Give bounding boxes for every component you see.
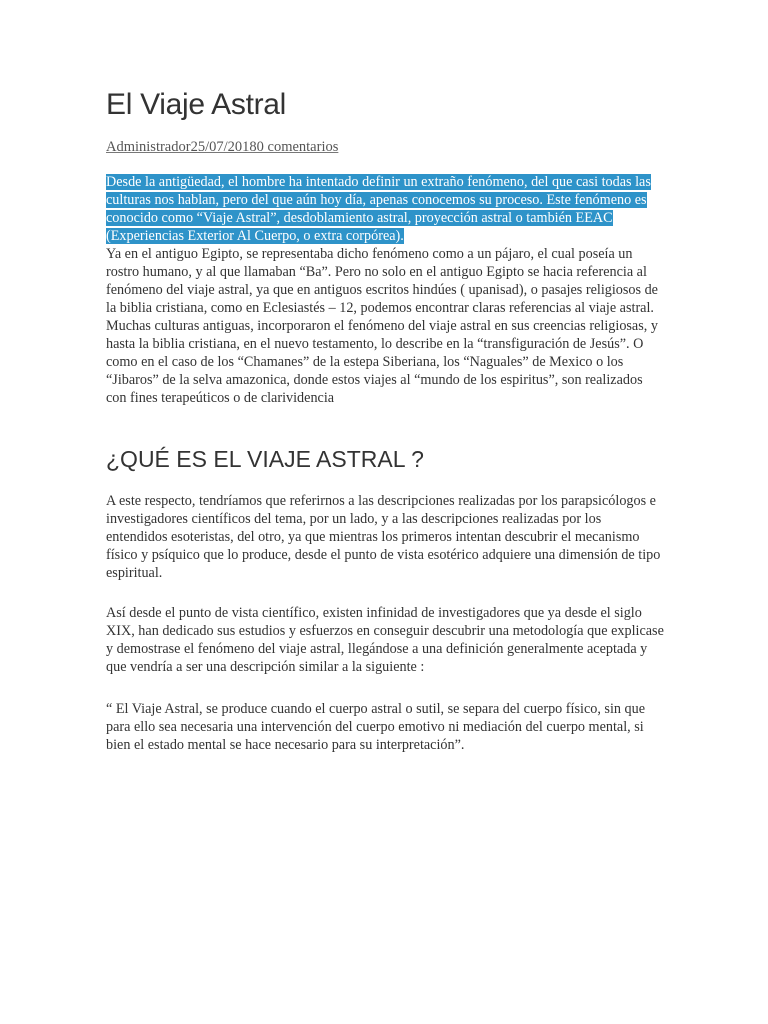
paragraph-egypt: Ya en el antiguo Egipto, se representaba dicho fenómeno como a un pájaro, el cual poseía un rostro humano, y al que llamaban “Ba”. Pero no solo en el antiguo Egipto se hacia referencia al fenómeno del viaje astral, ya que en antiguos escritos hindúes ( upanisad), o pasajes religiosos de la biblia cristiana, como en Eclesiastés – 12, podemos encontrar claras referencias al viaje astral. xyxy=(106,246,658,316)
highlighted-text-selection[interactable]: Desde la antigüedad, el hombre ha intentado definir un extraño fenómeno, del que casi todas las culturas nos hablan, pero del que aún hoy día, apenas conocemos su proceso. Este fenómeno es conocido como “Viaje Astral”, desdoblamiento astral, proyección astral o también EEAC (Experiencias Exterior Al Cuerpo, o extra corpórea). xyxy=(106,174,651,244)
intro-block xyxy=(106,173,666,407)
paragraph-scientific: Así desde el punto de vista científico, existen infinidad de investigadores que ya desde el siglo XIX, han dedicado sus estudios y esfuerzos en conseguir descubrir una metodología que explicase y demostrase el fenómeno del viaje astral, llegándose a una definición generalmente aceptada y que vendría a ser una descripción similar a la siguiente : xyxy=(106,605,664,675)
post-meta-link[interactable]: Administrador25/07/20180 comentarios xyxy=(106,139,339,155)
section-heading: ¿QUÉ ES EL VIAJE ASTRAL ? xyxy=(106,446,424,472)
paragraph-respect: A este respecto, tendríamos que referirnos a las descripciones realizadas por los parapsicólogos e investigadores científicos del tema, por un lado, y a las descripciones realizadas por los entendidos esoteristas, del otro, ya que mientras los primeros intentan descubrir el mecanismo físico y psíquico que lo produce, desde el punto de vista esotérico adquiere una dimensión de tipo espiritual. xyxy=(106,493,661,581)
paragraph-cultures: Muchas culturas antiguas, incorporaron el fenómeno del viaje astral en sus creencias religiosas, y hasta la biblia cristiana, en el nuevo testamento, lo describe en la “transfiguración de Jesús”. O como en el caso de los “Chamanes” de la estepa Siberiana, los “Naguales” de Mexico o los “Jibaros” de la selva amazonica, donde estos viajes al “mundo de los espiritus”, son realizados con fines terapeúticos o de clarividencia xyxy=(106,318,658,406)
paragraph-quote: “ El Viaje Astral, se produce cuando el cuerpo astral o sutil, se separa del cuerpo físico, sin que para ello sea necesaria una intervención del cuerpo emotivo ni mediación del cuerpo mental, si bien el estado mental se hace necesario para su interpretación”. xyxy=(106,701,646,753)
page-title: El Viaje Astral xyxy=(106,88,287,121)
